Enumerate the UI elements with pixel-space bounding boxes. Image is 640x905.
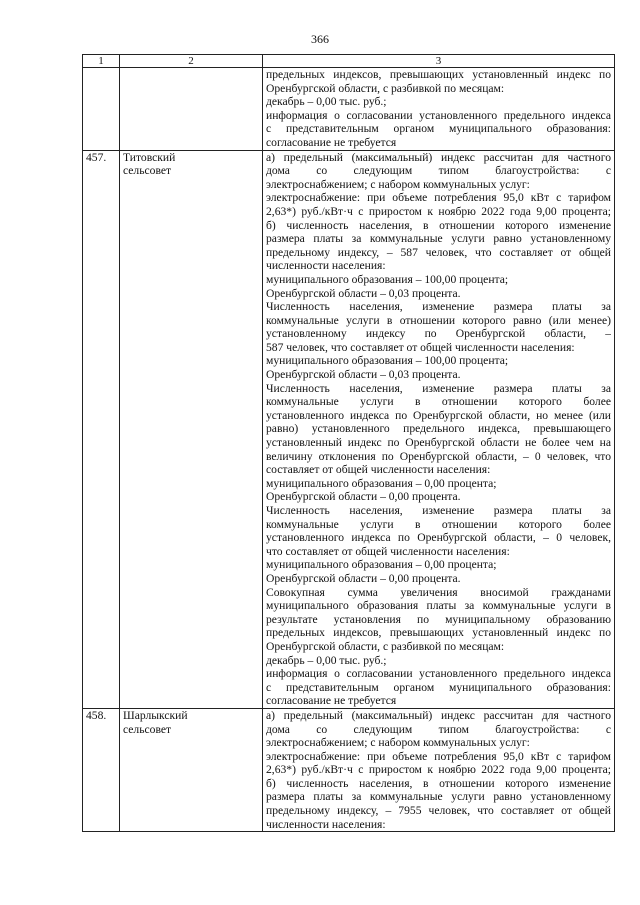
- header-col-1: 1: [83, 55, 120, 68]
- text-line: Оренбургской области – 0,00 процента.: [266, 571, 461, 585]
- text-line: 2,63*) руб./кВт·ч с приростом к ноябрю 2022 года 9,00 процента;: [266, 204, 611, 218]
- description-cell: [263, 708, 615, 831]
- text-line: согласование не требуется: [266, 694, 397, 708]
- text-line: что составляет от общей численности населения:: [266, 544, 510, 558]
- text-line: предельных индексов, превышающих установленный индекс по: [266, 68, 611, 81]
- text-line: коммунальные услуги в отношении которого более: [266, 395, 611, 409]
- text-line: установленного индекса по Оренбургской области, но менее (или: [266, 408, 611, 422]
- document-table: [82, 54, 615, 832]
- text-line: Численность населения, изменение размера платы за: [266, 300, 611, 314]
- municipality-name-line: Титовский: [123, 150, 176, 164]
- municipality-name: [120, 708, 263, 831]
- text-line: электроснабжением; с набором коммунальных услуг:: [266, 736, 530, 750]
- text-line: электроснабжение: при объеме потребления 95,0 кВт с тарифом: [266, 749, 611, 763]
- text-line: численности населения:: [266, 259, 386, 273]
- text-line: Оренбургской области, с разбивкой по месяцам:: [266, 639, 505, 653]
- text-line: коммунальные услуги в отношении которого равно (или менее): [266, 313, 611, 327]
- text-line: а) предельный (максимальный) индекс рассчитан для частного: [266, 150, 611, 164]
- header-col-3: 3: [263, 55, 615, 68]
- description-cell: [263, 68, 615, 151]
- text-line: дома со следующим типом благоустройства: с: [266, 722, 611, 736]
- text-line: 587 человек, что составляет от общей численности населения:: [266, 340, 575, 354]
- text-line: б) численность населения, в отношении которого изменение: [266, 218, 611, 232]
- page-number: 366: [311, 32, 329, 46]
- municipality-name-line: Шарлыкский: [123, 708, 188, 722]
- row-number: 457.: [83, 150, 120, 708]
- text-line: коммунальные услуги в отношении которого более: [266, 517, 611, 531]
- text-line: предельному индексу, – 7955 человек, что составляет от общей: [266, 804, 611, 818]
- text-line: декабрь – 0,00 тыс. руб.;: [266, 95, 387, 109]
- text-line: результате установления по муниципальному образованию: [266, 612, 611, 626]
- text-line: информация о согласовании установленного предельного индекса: [266, 667, 611, 681]
- description-cell: [263, 150, 615, 708]
- text-line: предельных индексов, превышающих установленный индекс по: [266, 626, 611, 640]
- text-line: Численность населения, изменение размера платы за: [266, 381, 611, 395]
- municipality-name: [120, 150, 263, 708]
- table-row: [83, 708, 615, 831]
- text-line: согласование не требуется: [266, 135, 397, 149]
- text-line: муниципального образования – 100,00 процента;: [266, 354, 509, 368]
- table-header-row: [83, 55, 615, 68]
- text-line: Оренбургской области – 0,03 процента.: [266, 368, 461, 382]
- text-line: составляет от общей численности населения:: [266, 463, 491, 477]
- text-line: равно) установленного предельного индекса, превышающего: [266, 422, 611, 436]
- text-line: с представительным органом муниципального образования:: [266, 680, 611, 694]
- municipality-name-line: сельсовет: [123, 164, 172, 178]
- text-line: с представительным органом муниципального образования:: [266, 122, 611, 136]
- text-line: Оренбургской области – 0,00 процента.: [266, 490, 461, 504]
- municipality-name: [120, 68, 263, 151]
- text-line: муниципального образования – 0,00 процента;: [266, 476, 497, 490]
- text-line: дома со следующим типом благоустройства: с: [266, 164, 611, 178]
- text-line: величину отклонения по Оренбургской области, – 0 человек, что: [266, 449, 611, 463]
- row-number: [83, 68, 120, 151]
- text-line: Оренбургской области – 0,03 процента.: [266, 286, 461, 300]
- text-line: муниципального образования – 0,00 процента;: [266, 558, 497, 572]
- text-line: размера платы за коммунальные услуги равно установленному: [266, 790, 611, 804]
- table-row: [83, 150, 615, 708]
- text-line: установленного индекса по Оренбургской области, – 0 человек,: [266, 531, 611, 545]
- text-line: информация о согласовании установленного предельного индекса: [266, 108, 611, 122]
- header-col-2: 2: [120, 55, 263, 68]
- text-line: электроснабжение: при объеме потребления 95,0 кВт с тарифом: [266, 191, 611, 205]
- text-line: муниципального образования платы за коммунальные услуги в: [266, 599, 611, 613]
- text-line: установленному индексу по Оренбургской области, –: [266, 327, 611, 341]
- text-line: а) предельный (максимальный) индекс рассчитан для частного: [266, 708, 611, 722]
- text-line: численности населения:: [266, 817, 386, 831]
- text-line: Численность населения, изменение размера платы за: [266, 504, 611, 517]
- table-row: [83, 68, 615, 151]
- row-number: 458.: [83, 708, 120, 831]
- text-line: декабрь – 0,00 тыс. руб.;: [266, 653, 387, 667]
- text-line: б) численность населения, в отношении которого изменение: [266, 776, 611, 790]
- municipality-name-line: сельсовет: [123, 722, 172, 736]
- text-line: муниципального образования – 100,00 процента;: [266, 272, 509, 286]
- text-line: размера платы за коммунальные услуги равно установленному: [266, 232, 611, 246]
- text-line: электроснабжением; с набором коммунальных услуг:: [266, 177, 530, 191]
- text-line: Совокупная сумма увеличения вносимой гражданами: [266, 585, 611, 599]
- text-line: установленный индекс по Оренбургской области не более чем на: [266, 436, 611, 450]
- text-line: 2,63*) руб./кВт·ч с приростом к ноябрю 2022 года 9,00 процента;: [266, 763, 611, 777]
- text-line: предельному индексу, – 587 человек, что составляет от общей: [266, 245, 611, 259]
- text-line: Оренбургской области, с разбивкой по месяцам:: [266, 81, 505, 95]
